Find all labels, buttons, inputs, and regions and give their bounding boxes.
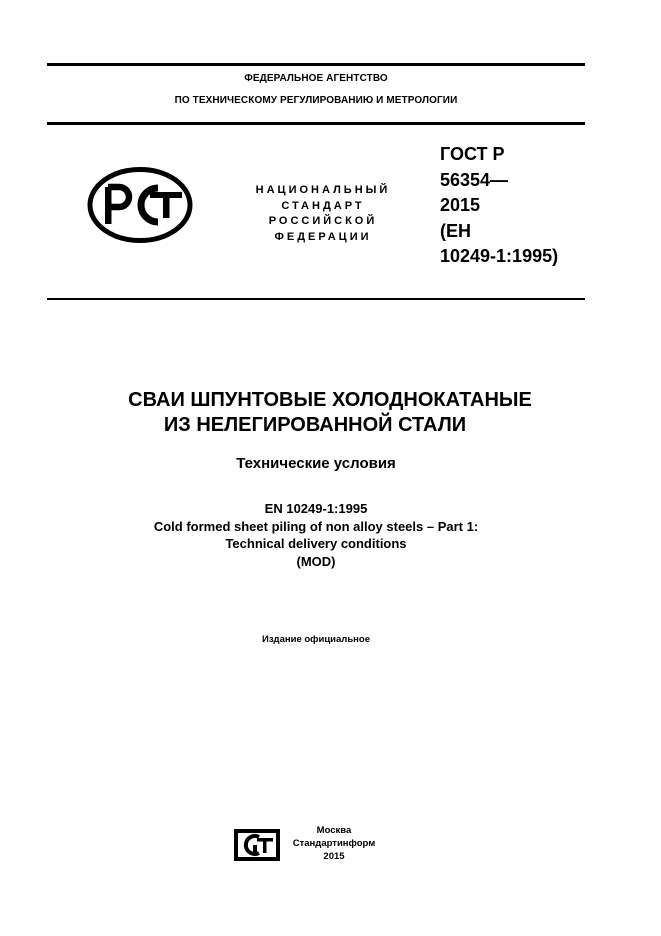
national-line-1: НАЦИОНАЛЬНЫЙ (255, 184, 391, 196)
designation-line-3: 2015 (440, 195, 481, 215)
reference-line-4: (MOD) (296, 553, 336, 569)
national-line-3: РОССИЙСКОЙ (268, 215, 378, 227)
reference-standard (47, 500, 585, 570)
rst-logo-icon (86, 166, 194, 244)
reference-line-1: EN 10249-1:1995 (264, 501, 368, 516)
agency-line-2: ПО ТЕХНИЧЕСКОМУ РЕГУЛИРОВАНИЮ И МЕТРОЛОГИИ (174, 95, 458, 106)
national-line-2: СТАНДАРТ (281, 199, 365, 212)
publisher-block (284, 824, 384, 863)
designation-line-2: 56354— (440, 169, 509, 190)
middle-rule (47, 122, 585, 125)
publisher-name: Стандартинформ (292, 838, 376, 849)
document-subtitle: Технические условия (236, 455, 396, 472)
designation-line-1: ГОСТ Р (440, 144, 505, 164)
standartinform-logo-icon (233, 828, 281, 862)
publisher-year: 2015 (323, 851, 345, 862)
agency-line-1: ФЕДЕРАЛЬНОЕ АГЕНТСТВО (244, 73, 388, 84)
bottom-rule (47, 298, 585, 300)
publisher-city: Москва (316, 825, 352, 836)
national-line-4: ФЕДЕРАЦИИ (274, 230, 372, 243)
document-title-line-2: ИЗ НЕЛЕГИРОВАННОЙ СТАЛИ (163, 414, 467, 436)
national-standard-label (243, 183, 403, 245)
document-title-line-1: СВАИ ШПУНТОВЫЕ ХОЛОДНОКАТАНЫЕ (128, 389, 532, 411)
designation-line-5: 10249-1:1995) (440, 246, 559, 266)
reference-line-2: Cold formed sheet piling of non alloy steels – Part 1: (153, 518, 479, 534)
official-edition-label: Издание официальное (262, 634, 370, 645)
standard-designation (440, 142, 558, 270)
reference-line-3: Technical delivery conditions (225, 536, 407, 551)
designation-line-4: (ЕН (440, 220, 471, 241)
top-rule (47, 63, 585, 66)
